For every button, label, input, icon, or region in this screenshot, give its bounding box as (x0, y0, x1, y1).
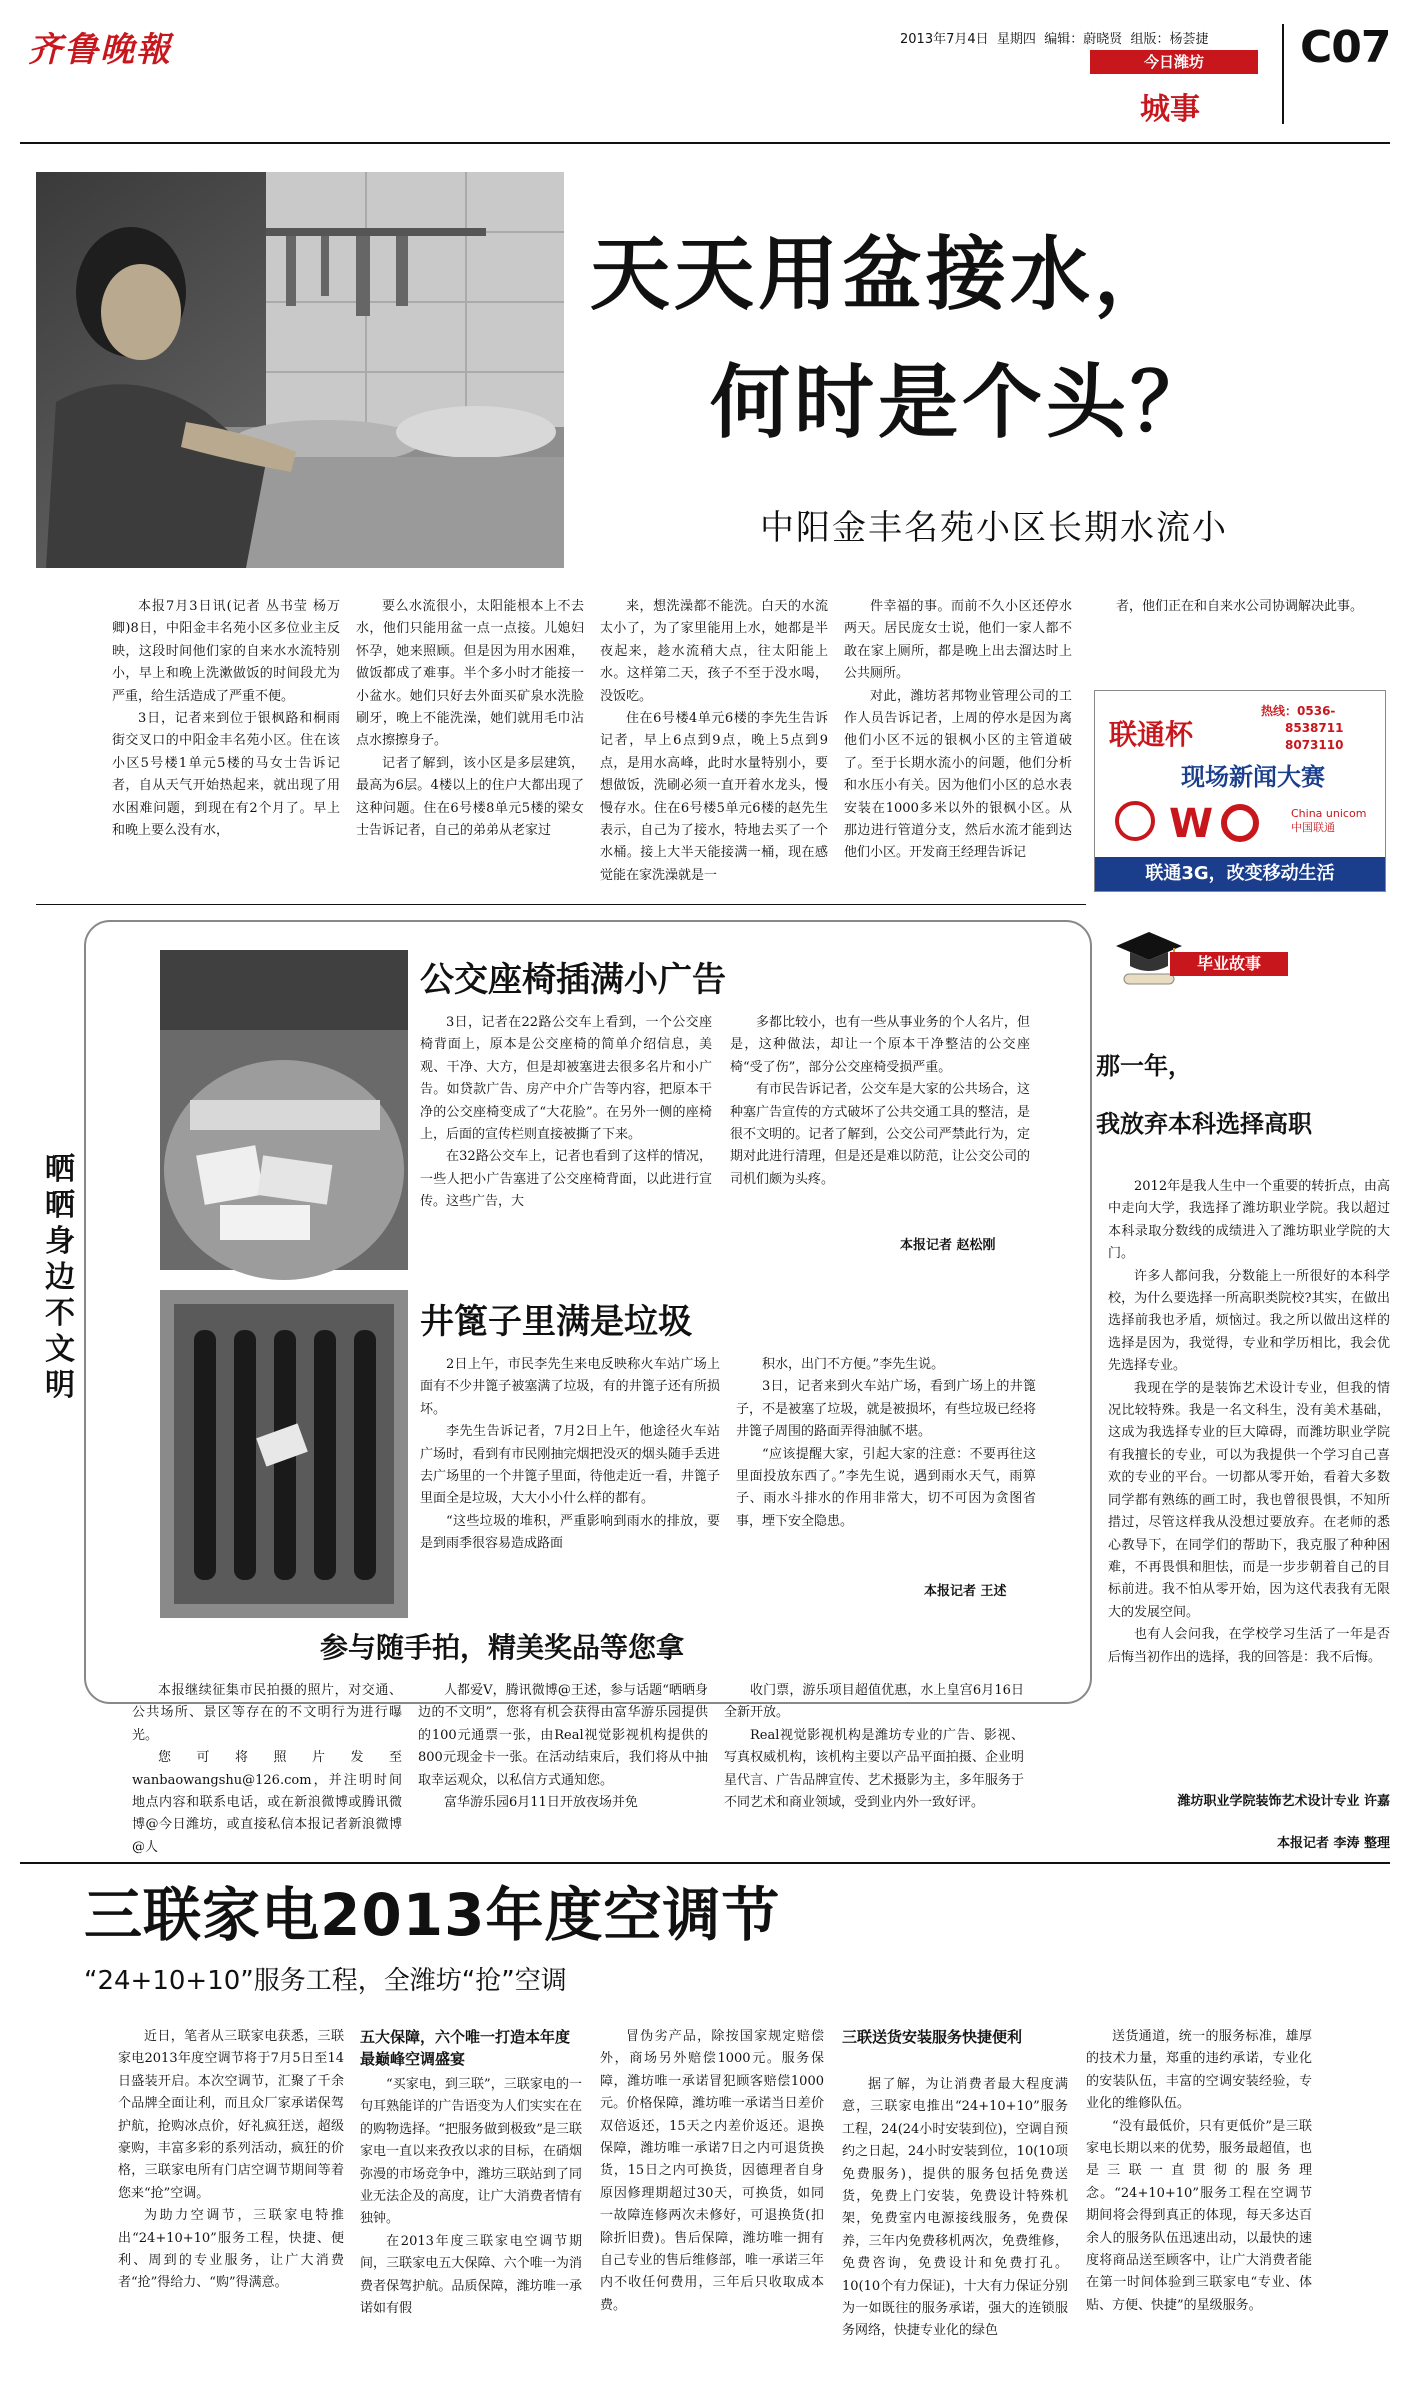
story1-col5: 者，他们正在和自来水公司协调解决此事。 (1116, 599, 1364, 614)
wo-logo-icon (1115, 795, 1265, 847)
sanlian-title: 三联家电2013年度空调节 (84, 1881, 781, 1949)
ad-slogan: 联通3G，改变移动生活 (1095, 857, 1385, 891)
sanlian-subtitle: “24+10+10”服务工程，全潍坊“抢”空调 (84, 1966, 567, 1996)
story1-col4: 件幸福的事。而前不久小区还停水两天。居民庞女士说，他们一家人都不敢在家上厕所，都是晚上出去溜达时上公共厕所。 对此，潍坊茗邦物业管理公司的工作人员告诉记者，上周的停水是因为离他们小区不远的银枫小区的主管道破了。至于长期水流小的问题，他们分析和水压小有关。因为他们小区的总水表安装在1000多米以外的银枫小区。从那边进行管道分支，然后水流才能到达他们小区。开发商王经理告诉记 (844, 599, 1072, 861)
subhead: 中阳金丰名苑小区长期水流小 (760, 508, 1228, 548)
a1-col1: 3日，记者在22路公交车上看到，一个公交座椅背面上，原本是公交座椅的简单介绍信息，美观、干净、大方，但是却被塞进去很多名片和小广告。如贷款广告、房产中介广告等内容，把原本干净的公交座椅变成了“大花脸”。在另外一侧的座椅上，后面的宣传栏则直接被撕了下来。 在32路公交车上，记者也看到了这样的情况，一些人把小广告塞进了公交座椅背面，以此进行宣传。这些广告，大 (420, 1015, 712, 1210)
graduation-author: 潍坊职业学院装饰艺术设计专业 许嘉 (1177, 1794, 1390, 1809)
liantong-ad (1094, 690, 1386, 892)
sanlian-col4: 据了解，为让消费者最大程度满意，三联家电推出“24+10+10”服务工程，24(24小时安装到位)，空调自预约之日起，24小时安装到位，10(10项免费服务)，提供的服务包括免费送货，免费上门安装，免费设计特殊机架，免费室内电源接线服务，免费保养，三年内免费移机两次，免费维修，免费咨询，免费设计和免费打孔。10(10个有力保证)，十大有力保证分别为一如既往的服务承诺，强大的连锁服务网络，快捷专业化的绿色 (842, 2077, 1068, 2339)
ad-subtitle: 现场新闻大赛 (1181, 763, 1325, 791)
svg-text:W: W (1169, 801, 1214, 847)
promo-title: 参与随手拍，精美奖品等您拿 (320, 1631, 685, 1664)
section-name: 城事 (1140, 92, 1200, 127)
section-divider (36, 904, 1086, 905)
feature-vertical-title: 晒晒身边不文明 (40, 1152, 80, 1404)
issue-date: 2013年7月4日 星期四 编辑：蔚晓贤 组版：杨荟捷 (900, 32, 1209, 47)
promo-col3: 收门票，游乐项目超值优惠，水上皇宫6月16日全新开放。 Real视觉影视机构是潍坊专业的广告、影视、写真权威机构，该机构主要以产品平面拍摄、企业明星代言、广告品牌宣传、艺术摄影为主，多年服务于不同艺术和商业领域，受到业内外一致好评。 (724, 1683, 1024, 1811)
promo-col2: 人都爱V，腾讯微博@王述，参与话题“晒晒身边的不文明”，您将有机会获得由富华游乐园提供的100元通票一张，由Real视觉影视机构提供的800元现金卡一张。在活动结束后，我们将从中抽取幸运观众，以私信方式通知您。 富华游乐园6月11日开放夜场并免 (418, 1683, 708, 1811)
a2-col1: 2日上午，市民李先生来电反映称火车站广场上面有不少井篦子被塞满了垃圾，有的井篦子还有所损坏。 李先生告诉记者，7月2日上午，他途径火车站广场时，看到有市民刚抽完烟把没灭的烟头随手丢进去广场里的一个井篦子里面，待他走近一看，井篦子里面全是垃圾，大大小小什么样的都有。 “这些垃圾的堆积，严重影响到雨水的排放，要是到雨季很容易造成路面 (420, 1357, 720, 1552)
a1-byline: 本报记者 赵松刚 (900, 1238, 996, 1253)
sanlian-col2-title: 五大保障，六个唯一打造本年度最巅峰空调盛宴 (360, 2028, 571, 2068)
a1-col2: 多都比较小，也有一些从事业务的个人名片，但是，这种做法，却让一个原本干净整洁的公交座椅“受了伤”，部分公交座椅受损严重。 有市民告诉记者，公交车是大家的公共场合，这种塞广告宣传的方式破坏了公共交通工具的整洁，是很不文明的。记者了解到，公交公司严禁此行为，定期对此进行清理，但是还是难以防范，让公交公司的司机们颇为头疼。 (730, 1015, 1030, 1187)
graduation-byline: 本报记者 李涛 整理 (1276, 1836, 1390, 1851)
masthead-rule (20, 142, 1390, 144)
drain-grate-photo (160, 1290, 408, 1618)
sanlian-col5: 送货通道，统一的服务标准，雄厚的技术力量，郑重的违约承诺，专业化的安装队伍，丰富的空调安装经验，专业化的维修队伍。 “没有最低价，只有更低价”是三联家电长期以来的优势，服务最超值，也是三联一直贯彻的服务理念。“24+10+10”服务工程在空调节期间将会得到真正的体现，每天多达百余人的服务队伍迅速出动，以最快的速度将商品送至顾客中，让广大消费者能在第一时间体验到三联家电“专业、体贴、方便、快捷”的星级服务。 (1086, 2029, 1312, 2313)
a2-byline: 本报记者 王述 (924, 1584, 1007, 1599)
graduation-title2: 我放弃本科选择高职 (1096, 1110, 1312, 1138)
headline-line1: 天天用盆接水， (590, 228, 1178, 321)
sanlian-col2: “买家电，到三联”，三联家电的一句耳熟能详的广告语变为人们实实在在的购物选择。“把服务做到极致”是三联家电一直以来孜孜以求的目标，在硝烟弥漫的市场竞争中，潍坊三联站到了同业无法企及的高度，让广大消费者情有独钟。 在2013年度三联家电空调节期间，三联家电五大保障、六个唯一为消费者保驾护航。品质保障，潍坊唯一承诺如有假 (360, 2077, 582, 2317)
graduation-title1: 那一年， (1096, 1052, 1192, 1080)
promo-col1: 本报继续征集市民拍摄的照片，对交通、公共场所、景区等存在的不文明行为进行曝光。 您可将照片发至wanbaowangshu@126.com，并注明时间地点内容和联系电话，或在新浪微博或腾讯微博@今日潍坊，或直接私信本报记者新浪微博@人 (132, 1683, 402, 1855)
newspaper-logo: 齐鲁晚報 (28, 30, 172, 70)
story1-col3: 来，想洗澡都不能洗。白天的水流太小了，为了家里能用上水，她都是半夜起来，趁水流稍大点，往太阳能上水。这样第二天，孩子不至于没水喝，没饭吃。 住在6号楼4单元6楼的李先生告诉记者，早上6点到9点，晚上5点到9点，是用水高峰，此时水量特别小，要想做饭，洗刷必须一直开着水龙头，慢慢存水。住在6号楼5单元6楼的赵先生表示，自己为了接水，特地去买了一个水桶。接上大半天能接满一桶，现在感觉能在家洗澡就是一 (600, 599, 828, 883)
woman-sink-photo (36, 172, 564, 568)
a2-col2: 积水，出门不方便。”李先生说。 3日，记者来到火车站广场，看到广场上的井篦子，不是被塞了垃圾，就是被损坏，有些垃圾已经将井篦子周围的路面弄得油腻不堪。 “应该提醒大家，引起大家的注意：不要再往这里面投放东西了。”李先生说，遇到雨水天气，雨箅子、雨水斗排水的作用非常大，切不可因为贪图省事，堙下安全隐患。 (736, 1357, 1036, 1529)
story1-col1: 本报7月3日讯(记者 丛书莹 杨万卿)8日，中阳金丰名苑小区多位业主反映，这段时间他们家的自来水水流特别小，早上和晚上洗漱做饭的时间段尤为严重，给生活造成了严重不便。 3日，记者来到位于银枫路和桐雨街交叉口的中阳金丰名苑小区。住在该小区5号楼1单元5楼的马女士告诉记者，自从天气开始热起来，就出现了用水困难问题，到现在有2个月了。早上和晚上要么没有水， (112, 599, 340, 839)
sanlian-col1: 近日，笔者从三联家电获悉，三联家电2013年度空调节将于7月5日至14日盛装开启。本次空调节，汇聚了千余个品牌全面让利，而且众厂家承诺保驾护航，抢购冰点价，好礼疯狂送，超级豪购，丰富多彩的系列活动，疯狂的价格，三联家电所有门店空调节期间等着您来“抢”空调。 为助力空调节，三联家电特推出“24+10+10”服务工程，快捷、便利、周到的专业服务，让广大消费者“抢”得给力、“购”得满意。 (118, 2029, 344, 2291)
sanlian-col4-title: 三联送货安装服务快捷便利 (842, 2028, 1023, 2046)
bus-seat-photo (160, 950, 408, 1270)
headline-line2: 何时是个头？ (710, 356, 1214, 449)
ad-top-rule (20, 1862, 1390, 1864)
page-number: C07 (1300, 22, 1391, 73)
unicom-brand: China unicom 中国联通 (1291, 807, 1367, 834)
graduation-body: 2012年是我人生中一个重要的转折点，由高中走向大学，我选择了潍坊职业学院。我以超过本科录取分数线的成绩进入了潍坊职业学院的大门。 许多人都问我，分数能上一所很好的本科学校，为什么要选择一所高职类院校?其实，在做出选择前我也矛盾，烦恼过。我之所以做出这样的选择是因为，我觉得，专业和学历相比，我会优先选择专业。 我现在学的是装饰艺术设计专业，但我的情况比较特殊。我是一名文科生，没有美术基础，这成为我选择专业的巨大障碍，而潍坊职业学院有我擅长的专业，可以为我提供一个学习自己喜欢的专业的平台。一切都从零开始，看着大多数同学都有熟练的画工时，我也曾很畏惧，不知所措过，尽管这样我从没想过要放弃。在老师的悉心教导下，在同学们的帮助下，我克服了种种困难，不再畏惧和胆怯，而是一步步朝着自己的目标前进。我不怕从零开始，因为这代表我有无限大的发展空间。 也有人会问我，在学校学习生活了一年是否后悔当初作出的选择，我的回答是：我不后悔。 (1108, 1179, 1390, 1665)
masthead-divider (1282, 24, 1284, 124)
ad-title: 联通杯 (1109, 718, 1194, 751)
sanlian-col3: 冒伪劣产品，除按国家规定赔偿外，商场另外赔偿1000元。服务保障，潍坊唯一承诺冒犯顾客赔偿1000元。价格保障，潍坊唯一承诺当日差价双倍返还，15天之内差价返还。退换保障，潍坊唯一承诺7日之内可退货换货，15日之内可换货，因德理者自身原因修理期超过30天，可换货，如同一故障连修两次未修好，可退换货(扣除折旧费)。售后保障，潍坊唯一拥有自己专业的售后维修部，唯一承诺三年内不收任何费用，三年后只收取成本费。 (600, 2029, 824, 2313)
ad-hotline: 热线：0536- 8538711 8073110 (1261, 704, 1344, 752)
story1-col2: 要么水流很小，太阳能根本上不去水，他们只能用盆一点一点接。儿媳妇怀孕，她来照顾。但是因为用水困难，做饭都成了难事。半个多小时才能接一小盆水。她们只好去外面买矿泉水洗脸刷牙，晚上不能洗澡，她们就用毛巾沾点水擦擦身子。 记者了解到，该小区是多层建筑，最高为6层。4楼以上的住户大都出现了这种问题。住在6号楼8单元5楼的梁女士告诉记者，自己的弟弟从老家过 (356, 599, 584, 839)
section-tag: 今日潍坊 (1090, 50, 1258, 74)
a1-title: 公交座椅插满小广告 (420, 960, 726, 1000)
graduation-tag: 毕业故事 (1170, 952, 1288, 976)
a2-title: 井篦子里满是垃圾 (420, 1302, 692, 1342)
